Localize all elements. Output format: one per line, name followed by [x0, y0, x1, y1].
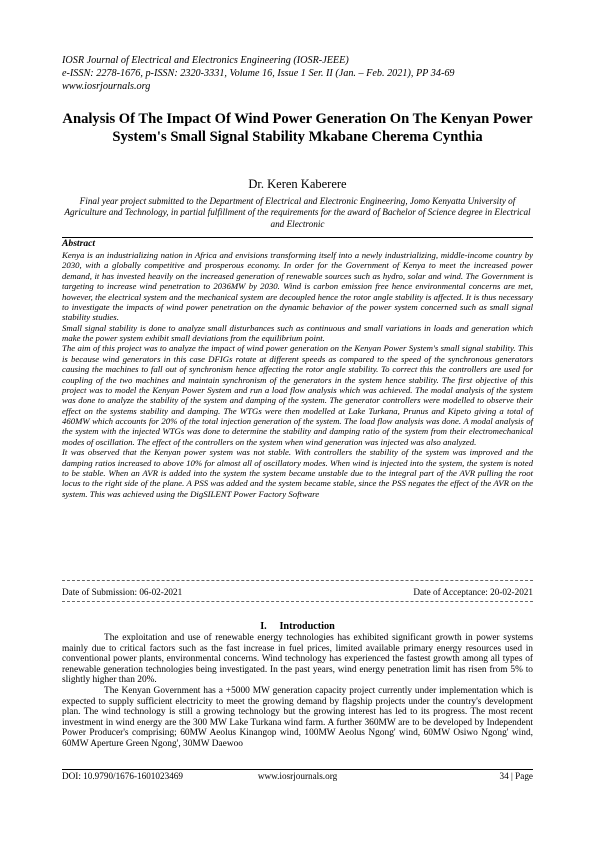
- section-body: [62, 633, 533, 750]
- page-number: 34 | Page: [499, 771, 533, 781]
- footer-rule: [62, 769, 533, 770]
- footer-doi: DOI: 10.9790/1676-1601023469: [62, 771, 183, 781]
- divider-dashes: [62, 580, 533, 581]
- abstract-heading: Abstract: [62, 238, 96, 249]
- divider-dashes: [62, 601, 533, 602]
- section-title: Introduction: [279, 621, 335, 632]
- abstract-body: [62, 250, 533, 499]
- body-paragraph: The exploitation and use of renewable energy technologies has exhibited significant growth in power systems mainly due to critical factors such as the fast increase in fuel prices, limited available primary energy resources used in conventional power plants, environmental concerns. Wind technology has experienced the fastest growth among all types of renewable generation technologies being investigated. In the past years, wind energy penetration limit has risen from 5% to slightly higher than 20%.: [62, 633, 533, 686]
- page-footer: [62, 771, 533, 781]
- section-number: I.: [260, 621, 267, 632]
- journal-header: [62, 54, 455, 94]
- abstract-paragraph: The aim of this project was to analyze the impact of wind power generation on the Kenyan Power System's small signal stability. This is because wind generators in this case DFIGs rotate at different speeds as compared to the speed of the synchronous generators causing the machines to fall out of synchronism hence affecting the rotor angle stability. To correct this the controllers are used for coupling of the two machines and maintain synchronism of the generators in the system hence stability. The first objective of this project was to model the Kenyan Power System and run a load flow analysis which was achieved. The modal analysis of the system was done to analyze the stability of the system and damping of the system. The generator controllers were modelled to observe their effect on the systems stability and damping. The WTGs were then modelled at Lake Turkana, Prunus and Kipeto giving a total of 460MW which accounts for 20% of the total injection generation of the system. The load flow analysis was done. A modal analysis of the system with the injected WTGs was done to determine the stability and damping ratio of the system from their electromechanical modes of oscillation. The effect of the controllers on the system when wind generation was injected was also analyzed.: [62, 343, 533, 447]
- section-heading: [62, 621, 533, 632]
- submission-dates: [62, 587, 533, 597]
- body-paragraph: The Kenyan Government has a +5000 MW generation capacity project currently under implementation which is expected to supply sufficient electricity to meet the growing demand by flagship projects under the country's development plan. The wind technology is still a growing technology but the growing interest has led to its progress. The most recent investment in wind energy are the 300 MW Lake Turkana wind farm. A further 360MW are to be developed by Independent Power Producer's comprising; 60MW Aeolus Kinangop wind, 100MW Aeolus Ngong' wind, 60MW Osiwo Ngong' wind, 60MW Aperture Green Ngong', 30MW Daewoo: [62, 685, 533, 749]
- acceptance-date: Date of Acceptance: 20-02-2021: [413, 587, 533, 597]
- submission-date: Date of Submission: 06-02-2021: [62, 587, 183, 597]
- author-name: Dr. Keren Kaberere: [248, 177, 347, 191]
- abstract-paragraph: It was observed that the Kenyan power system was not stable. With controllers the stability of the system was improved and the damping ratios increased to above 10% for almost all of oscillatory modes. When wind is injected into the system, the system is noted to be stable. When an AVR is added into the system the system became unstable due to the integral part of the AVR pulling the root locus to the right side of the plane. A PSS was added and the system became stable, since the PSS negates the effect of the AVR on the system. This was achieved using the DigSILENT Power Factory Software: [62, 447, 533, 499]
- paper-title: Analysis Of The Impact Of Wind Power Generation On The Kenyan Power System's Small Signal Stability Mkabane Cherema Cynthia: [62, 111, 533, 145]
- abstract-top-rule: [62, 237, 533, 238]
- abstract-paragraph: Small signal stability is done to analyze small disturbances such as continuous and small variations in loads and generation which make the power system exhibit small deviations from the equilibrium point.: [62, 322, 533, 343]
- journal-issn: e-ISSN: 2278-1676, p-ISSN: 2320-3331, Volume 16, Issue 1 Ser. II (Jan. – Feb. 2021), PP 34-69: [62, 68, 455, 80]
- abstract-paragraph: Kenya is an industrializing nation in Africa and envisions transforming itself into a newly industrializing, middle-income country by 2030, with a globally competitive and prosperous economy. In order for the Government of Kenya to meet the increased power demand, it has invested heavily on the increased generation of renewable sources such as hydro, solar and wind. The Government is targeting to increase wind penetration to 2036MW by 2030. Wind is carbon emission free hence environmental concerns are met, however, the electrical system and the mechanical system are decoupled hence the rotor angle stability is affected. It is thus necessary to investigate the impacts of wind power penetration on the dynamic behavior of the power system concerned such as small signal stability studies.: [62, 250, 533, 323]
- journal-website[interactable]: www.iosrjournals.org: [62, 81, 151, 93]
- footer-website[interactable]: www.iosrjournals.org: [257, 771, 338, 781]
- journal-name: IOSR Journal of Electrical and Electronics Engineering (IOSR-JEEE): [62, 55, 349, 66]
- author-affiliation: Final year project submitted to the Department of Electrical and Electronic Engineering, Jomo Kenyatta University of Agriculture and Technology, in partial fulfillment of the requirements for the award of Bachelor of Science degree in Electrical and Electronic: [64, 196, 531, 229]
